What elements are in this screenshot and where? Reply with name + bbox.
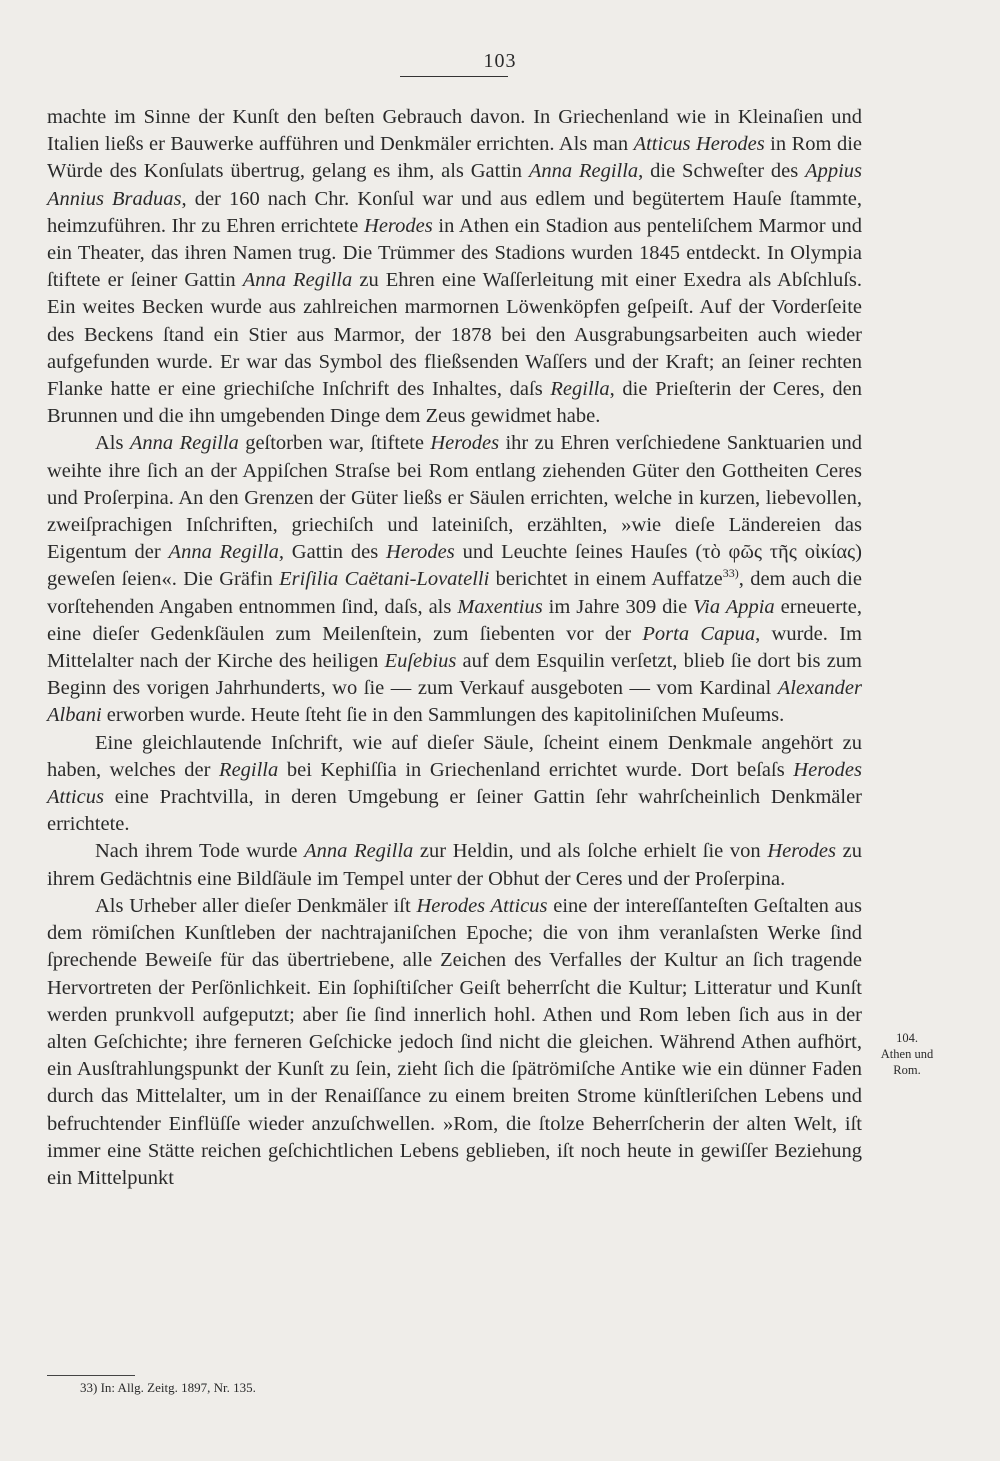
margin-note-line: Rom. (893, 1063, 921, 1077)
text-run: Als Urheber aller dieſer Denkmäler iſt (95, 894, 417, 917)
italic-name: Anna Regilla (129, 432, 239, 455)
paragraph (47, 838, 862, 892)
text-run: Gattin des (283, 541, 387, 564)
italic-name: Eriſilia Caëtani-Lovatelli (279, 568, 490, 591)
text-run: berichtet in einem Auffatze (489, 568, 723, 591)
italic-name: Maxentius (457, 595, 543, 618)
paragraph (47, 893, 862, 1192)
footnote-rule (47, 1375, 135, 1376)
text-run: in Athen ein Stadion aus penteliſchem Marmor und ein Theater, das ihren Namen trug. Die Trümmer des Stadions wurden 1845 entdeckt. In Olympia ſtiftete er ſeiner Gattin (47, 214, 862, 292)
page-number-rule (400, 76, 508, 77)
italic-name: Herodes (767, 840, 837, 863)
text-run: , dem auch die vorſtehenden Angaben entnommen ſind, daſs, als (47, 568, 862, 618)
text-run: ihr zu Ehren verſchiedene Sanktuarien und weihte ihre ſich an der Appiſchen Straſse bei Rom entlang ziehenden Güter den Gottheiten Ceres und Proſerpina. An den Grenzen der Güter ließs er Säulen errichten, welche in kurzen, liebevollen, zweiſprachigen Inſchriften, griechiſch und lateiniſch, erzählten, »wie dieſe Ländereien das Eigentum der (47, 432, 862, 564)
italic-name: Regilla (550, 378, 610, 401)
italic-name: Regilla (219, 758, 279, 781)
italic-name: Anna Regilla (528, 160, 639, 183)
footnote: 33) In: Allg. Zeitg. 1897, Nr. 135. (80, 1380, 256, 1395)
text-run: in Rom die Würde des Konſulats übertrug, gelang es ihm, als Gattin (47, 133, 862, 183)
paragraph (47, 730, 862, 839)
text-run: auf dem Esquilin verſetzt, blieb ſie dort bis zum Beginn des vorigen Jahrhunderts, wo ſie — zum Verkauf ausgeboten — vom Kardinal (47, 650, 862, 700)
margin-note-number: 104. (896, 1031, 918, 1045)
paragraph (47, 104, 862, 430)
text-run: Nach ihrem Tode wurde (95, 840, 305, 863)
italic-name: Herodes (430, 432, 500, 455)
italic-name: Appius Annius Braduas (47, 160, 863, 210)
margin-note (862, 1030, 952, 1078)
italic-name: Herodes (386, 541, 455, 564)
italic-name: Porta Capua (642, 622, 756, 645)
text-run: zu ihrem Gedächtnis eine Bildſäule im Tempel unter der Obhut der Ceres und der Proſerpina. (47, 840, 862, 890)
text-run: erneuerte, eine dieſer Gedenkſäulen zum Meilenſtein, zum ſiebenten vor der (47, 595, 862, 645)
text-run: zu Ehren eine Waſſerleitung mit einer Exedra als Abſchluſs. Ein weites Becken wurde aus zahlreichen marmornen Löwenköpfen geſpeiſt. Auf der Vorderſeite des Beckens ſtand ein Stier aus Marmor, der 1878 bei den Ausgrabungsarbeiten auch wieder aufgefunden wurde. Er war das Symbol des fließsenden Waſſers und der Kraft; an ſeiner rechten Flanke hatte er eine griechiſche Inſchrift des Inhaltes, daſs (47, 269, 863, 401)
text-run: , die Prieſterin der Ceres, den Brunnen und die ihn umgebenden Dinge dem Zeus gewidmet habe. (47, 378, 862, 428)
text-run: eine der intereſſanteſten Geſtalten aus dem römiſchen Kunſtleben der nachtrajaniſchen Epoche; die von ihm veranlaſsten Werke ſind ſprechende Beweiſe für das übertriebene, alle Zeichen des Verfalles der Kultur an ſich tragende Hervortreten der Perſönlichkeit. Ein ſophiſtiſcher Geiſt beherrſcht die Kultur; Litteratur und Kunſt werden prunkvoll aufgeputzt; aber ſie ſind innerlich hohl. Athen und Rom leben ſich aus in der alten Geſchichte; ihre ferneren Geſchicke jedoch ſind nicht die gleichen. Während Athen aufhört, ein Ausſtrahlungspunkt der Kunſt zu ſein, zieht ſich die ſpätrömiſche Antike wie ein dünner Faden durch das Mittelalter, um in der Renaiſſance zu einem breiten Strome künſtleriſchen Lebens und befruchtender Einflüſſe wieder anzuſchwellen. »Rom, die ſtolze Beherrſcherin der alten Welt, iſt immer eine Stätte reichen geſchichtlichen Lebens geblieben, iſt noch heute in gewiſſer Beziehung ein Mittelpunkt (47, 894, 863, 1189)
text-run: und Leuchte ſeines Hauſes (τὸ φῶς τῆς οἰκίας) geweſen ſeien«. Die Gräfin (47, 541, 863, 591)
italic-name: Anna Regilla, (168, 541, 284, 564)
text-run: erworben wurde. Heute ſteht ſie in den Sammlungen des kapitoliniſchen Muſeums. (101, 704, 785, 727)
italic-name: Herodes Atticus (416, 894, 548, 917)
text-run: geſtorben war, ſtiftete (238, 432, 431, 455)
text-run: Als (95, 432, 130, 455)
italic-name: Anna Regilla (242, 269, 353, 292)
margin-note-line: Athen und (880, 1047, 934, 1061)
text-run: im Jahre 309 die (542, 595, 694, 618)
text-run: eine Prachtvilla, in deren Umgebung er ſeiner Gattin ſehr wahrſcheinlich Denkmäler errichtete. (47, 786, 862, 836)
italic-name: Alexander Albani (47, 677, 862, 727)
italic-name: Euſebius (384, 650, 457, 673)
text-run: , wurde. Im Mittelalter nach der Kirche des heiligen (47, 622, 862, 673)
text-run: , der 160 nach Chr. Konſul war und aus edlem und begütertem Hauſe ſtammte, heimzuführen. Ihr zu Ehren errichtete (47, 187, 862, 237)
paragraph (47, 430, 862, 729)
italic-name: Herodes (364, 214, 433, 237)
text-run: bei Kephiſſia in Griechenland errichtet wurde. Dort beſaſs (278, 758, 794, 781)
page-number: 103 (483, 50, 517, 72)
italic-name: Herodes Atticus (47, 758, 862, 809)
body-text (47, 104, 862, 1192)
text-run: machte im Sinne der Kunſt den beſten Gebrauch davon. In Griechenland wie in Kleinaſien und Italien ließs er Bauwerke aufführen und Denkmäler errichten. Als man (47, 106, 862, 156)
italic-name: Anna Regilla (304, 840, 414, 863)
text-run: Eine gleichlautende Inſchrift, wie auf dieſer Säule, ſcheint einem Denkmale angehört zu haben, welches der (47, 731, 862, 781)
text-run: zur Heldin, und als ſolche erhielt ſie von (413, 840, 768, 863)
footnote-ref: 33) (722, 566, 739, 581)
italic-name: Via Appia (693, 595, 775, 618)
italic-name: Atticus Herodes (633, 133, 765, 156)
text-run: , die Schweſter des (638, 160, 806, 183)
